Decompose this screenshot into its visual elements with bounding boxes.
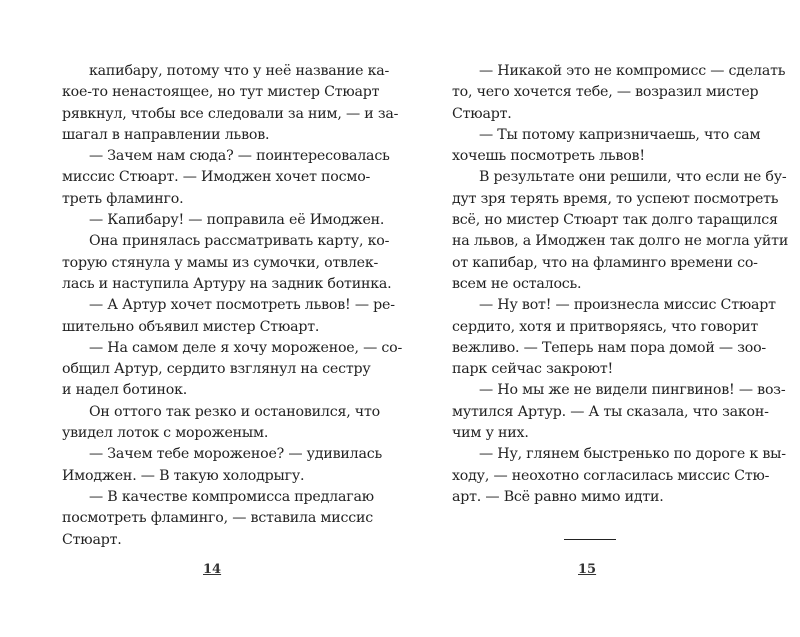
text-line: Имоджен. — В такую холодрыгу. xyxy=(62,467,305,484)
text-line: рявкнул, чтобы все следовали за ним, — и за- xyxy=(62,105,399,122)
paragraph xyxy=(452,295,776,380)
text-line: общил Артур, сердито взглянул на сестру xyxy=(62,361,371,378)
text-line: — А Артур хочет посмотреть львов! — ре- xyxy=(89,297,395,314)
text-line: В результате они решили, что если не бу- xyxy=(479,169,787,186)
text-line: всё, но мистер Стюарт так долго таращился xyxy=(452,212,778,229)
text-line: вежливо. — Теперь нам пора домой — зоо- xyxy=(452,339,767,356)
text-line: и надел ботинок. xyxy=(62,382,188,399)
text-line: треть фламинго. xyxy=(62,190,184,207)
text-line: всем не осталось. xyxy=(452,275,582,292)
paragraph xyxy=(62,61,399,146)
paragraph xyxy=(452,380,786,444)
text-line: Она принялась рассматривать карту, ко- xyxy=(89,233,390,250)
paragraph xyxy=(62,402,380,445)
text-line: — Ты потому капризничаешь, что сам xyxy=(479,126,761,143)
text-line: парк сейчас закроют! xyxy=(452,361,614,378)
text-line: — Зачем тебе мороженое? — удивилась xyxy=(89,446,382,463)
text-line: Стюарт. xyxy=(62,531,122,548)
text-line: мутился Артур. — А ты сказала, что закон- xyxy=(452,403,769,420)
text-line: — В качестве компромисса предлагаю xyxy=(89,488,374,505)
text-line: — Ну, глянем быстренько по дороге к вы- xyxy=(479,446,786,463)
text-line: посмотреть фламинго, — вставила миссис xyxy=(62,510,373,527)
text-line: увидел лоток с мороженым. xyxy=(62,425,269,442)
paragraph xyxy=(452,167,789,295)
section-end-rule xyxy=(564,539,616,540)
text-line: капибару, потому что у неё название ка- xyxy=(89,63,390,79)
paragraph xyxy=(62,338,403,402)
text-line: дут зря терять время, то успеют посмотреть xyxy=(452,190,779,207)
page-number-left: 14 xyxy=(203,562,222,577)
text-line: шительно объявил мистер Стюарт. xyxy=(62,318,320,335)
text-line: лась и наступила Артуру на задник ботинка. xyxy=(62,275,392,292)
text-line: то, чего хочется тебе, — возразил мистер xyxy=(452,84,759,101)
text-line: сердито, хотя и притворяясь, что говорит xyxy=(452,318,759,335)
left-page-text xyxy=(62,61,403,551)
paragraph xyxy=(62,231,392,295)
text-line: на львов, а Имоджен так долго не могла уйти xyxy=(452,233,789,250)
text-line: от капибар, что на фламинго времени со- xyxy=(452,254,758,271)
text-line: — Но мы же не видели пингвинов! — воз- xyxy=(479,382,786,399)
page-number-right: 15 xyxy=(578,562,597,577)
text-line: чим у них. xyxy=(452,425,529,442)
text-line: Стюарт. xyxy=(452,105,512,122)
text-line: Он оттого так резко и остановился, что xyxy=(89,403,380,420)
text-line: — На самом деле я хочу мороженое, — со- xyxy=(89,339,403,356)
text-line: хочешь посмотреть львов! xyxy=(452,148,645,165)
paragraph xyxy=(62,146,390,210)
text-line: ходу, — неохотно согласилась миссис Стю- xyxy=(452,467,770,484)
right-page-text xyxy=(452,61,789,508)
paragraph xyxy=(452,444,786,508)
text-line: — Капибару! — поправила её Имоджен. xyxy=(89,212,385,229)
paragraph xyxy=(452,125,761,168)
text-line: миссис Стюарт. — Имоджен хочет посмо- xyxy=(62,169,371,186)
text-line: шагал в направлении львов. xyxy=(62,126,270,143)
text-line: торую стянула у мамы из сумочки, отвлек- xyxy=(62,254,379,271)
text-line: кое-то ненастоящее, но тут мистер Стюарт xyxy=(62,84,380,101)
text-line: — Ну вот! — произнесла миссис Стюарт xyxy=(479,297,776,314)
text-line: арт. — Всё равно мимо идти. xyxy=(452,488,664,505)
paragraph xyxy=(452,61,786,125)
paragraph xyxy=(62,487,374,551)
text-line: — Никакой это не компромисс — сделать xyxy=(479,63,786,79)
paragraph xyxy=(62,295,395,338)
paragraph xyxy=(62,444,382,487)
text-line: — Зачем нам сюда? — поинтересовалась xyxy=(89,148,390,165)
paragraph xyxy=(62,210,385,231)
